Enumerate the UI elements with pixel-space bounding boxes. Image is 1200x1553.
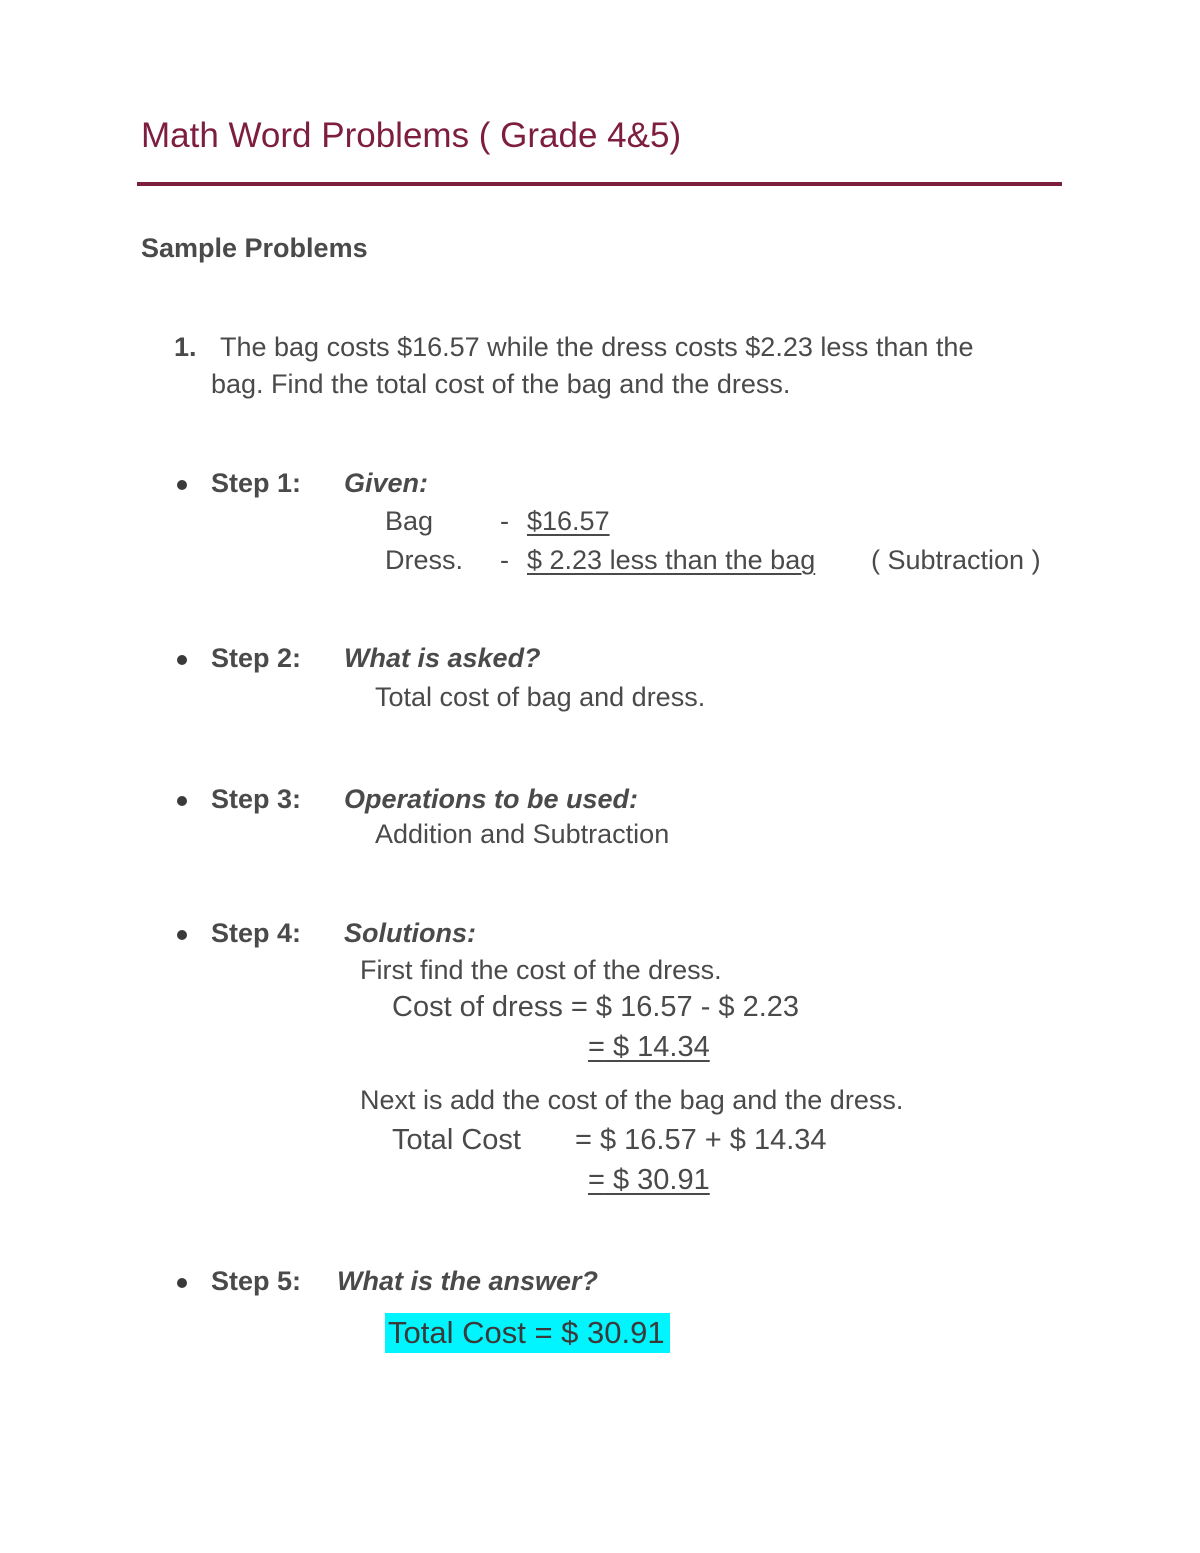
section-heading: Sample Problems (141, 233, 368, 263)
solution-intro2: Next is add the cost of the bag and the dress. (360, 1085, 904, 1115)
given-dress-note: ( Subtraction ) (871, 545, 1041, 575)
step5-label: Step 5: (211, 1266, 302, 1296)
step2-heading: What is asked? (344, 643, 541, 673)
step2-text: Total cost of bag and dress. (375, 682, 706, 712)
step4-heading: Solutions: (344, 918, 476, 948)
total-cost-label: Total Cost (392, 1124, 521, 1156)
step5-heading: What is the answer? (337, 1266, 599, 1296)
cost-dress-equation: Cost of dress = $ 16.57 - $ 2.23 (392, 991, 800, 1023)
cost-dress-result: = $ 14.34 (588, 1031, 710, 1063)
total-cost-equation: = $ 16.57 + $ 14.34 (575, 1124, 827, 1156)
step3-heading: Operations to be used: (344, 784, 639, 814)
step1-label: Step 1: (211, 468, 302, 498)
step2-label: Step 2: (211, 643, 302, 673)
given-bag-dash: - (500, 506, 509, 536)
title-divider (137, 182, 1062, 186)
step3-text: Addition and Subtraction (375, 819, 670, 849)
given-bag-label: Bag (385, 506, 434, 536)
final-answer: Total Cost = $ 30.91 (388, 1315, 665, 1350)
bullet-icon (177, 930, 187, 940)
problem-number: 1. (174, 332, 197, 362)
problem-text-line2: bag. Find the total cost of the bag and the dress. (211, 369, 791, 399)
step3-label: Step 3: (211, 784, 302, 814)
page-title: Math Word Problems ( Grade 4&5) (141, 116, 682, 155)
bullet-icon (177, 796, 187, 806)
given-dress-value: $ 2.23 less than the bag (527, 545, 816, 575)
bullet-icon (177, 655, 187, 665)
solution-intro1: First find the cost of the dress. (360, 955, 722, 985)
problem-text-line1: The bag costs $16.57 while the dress costs $2.23 less than the (220, 332, 974, 362)
total-cost-result: = $ 30.91 (588, 1164, 710, 1196)
step1-heading: Given: (344, 468, 429, 498)
bullet-icon (177, 1278, 187, 1288)
given-bag-value: $16.57 (527, 506, 610, 536)
bullet-icon (177, 480, 187, 490)
given-dress-label: Dress. (385, 545, 464, 575)
given-dress-dash: - (500, 545, 509, 575)
step4-label: Step 4: (211, 918, 302, 948)
